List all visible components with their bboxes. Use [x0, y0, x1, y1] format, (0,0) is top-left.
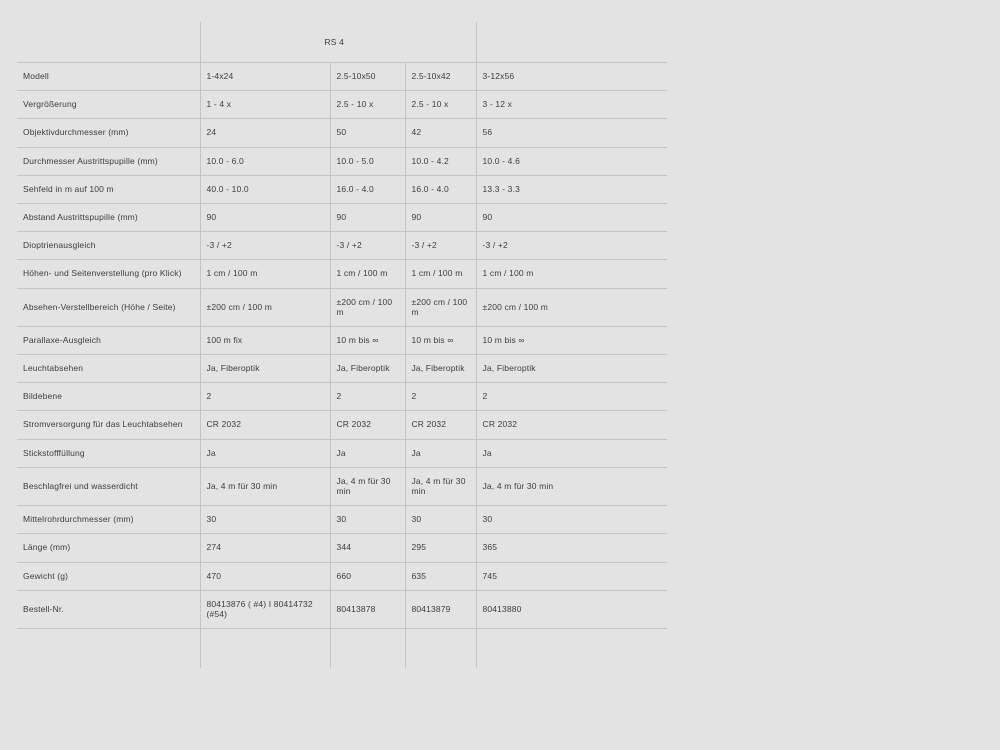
- row-value: 2.5 - 10 x: [405, 91, 476, 119]
- row-value: Ja, 4 m für 30 min: [405, 467, 476, 505]
- row-value: 2.5 - 10 x: [330, 91, 405, 119]
- row-value: 80413876 ( #4) I 80414732 (#54): [200, 590, 330, 628]
- row-value: 10 m bis ∞: [405, 326, 476, 354]
- table-row: [17, 383, 667, 411]
- row-label: Dioptrienausgleich: [17, 232, 200, 260]
- group-header-label: RS 4: [200, 22, 476, 63]
- table-row: [17, 260, 667, 288]
- row-value: 100 m fix: [200, 326, 330, 354]
- row-value: Ja, 4 m für 30 min: [200, 467, 330, 505]
- row-value: 10 m bis ∞: [330, 326, 405, 354]
- row-value: 3-12x56: [476, 63, 667, 91]
- footer-blank-cell: [476, 629, 667, 669]
- table-row: [17, 590, 667, 628]
- row-value: Ja, Fiberoptik: [200, 355, 330, 383]
- row-value: Ja: [476, 439, 667, 467]
- row-label: Absehen-Verstellbereich (Höhe / Seite): [17, 288, 200, 326]
- row-value: Ja, 4 m für 30 min: [330, 467, 405, 505]
- table-row: [17, 63, 667, 91]
- row-value: CR 2032: [200, 411, 330, 439]
- row-value: 365: [476, 534, 667, 562]
- row-label: Höhen- und Seitenverstellung (pro Klick): [17, 260, 200, 288]
- table-row: [17, 147, 667, 175]
- row-value: 295: [405, 534, 476, 562]
- row-value: 2: [200, 383, 330, 411]
- row-value: 2.5-10x42: [405, 63, 476, 91]
- table-row: [17, 91, 667, 119]
- row-label: Abstand Austrittspupille (mm): [17, 203, 200, 231]
- row-value: 16.0 - 4.0: [330, 175, 405, 203]
- footer-blank-cell: [200, 629, 330, 669]
- row-value: -3 / +2: [405, 232, 476, 260]
- row-value: ±200 cm / 100 m: [200, 288, 330, 326]
- row-value: ±200 cm / 100 m: [405, 288, 476, 326]
- table-footer-row: [17, 629, 667, 669]
- header-blank-cell-right: [476, 22, 667, 63]
- row-label: Sehfeld in m auf 100 m: [17, 175, 200, 203]
- row-label: Stickstofffüllung: [17, 439, 200, 467]
- footer-blank-cell: [405, 629, 476, 669]
- row-value: Ja, Fiberoptik: [330, 355, 405, 383]
- row-value: 40.0 - 10.0: [200, 175, 330, 203]
- row-label: Modell: [17, 63, 200, 91]
- row-value: 42: [405, 119, 476, 147]
- row-label: Gewicht (g): [17, 562, 200, 590]
- table-row: [17, 175, 667, 203]
- table-header-row: [17, 22, 667, 63]
- row-value: 80413880: [476, 590, 667, 628]
- row-value: 2: [330, 383, 405, 411]
- row-value: 635: [405, 562, 476, 590]
- row-label: Mittelrohrdurchmesser (mm): [17, 506, 200, 534]
- row-value: 90: [405, 203, 476, 231]
- row-value: 30: [476, 506, 667, 534]
- row-value: 30: [200, 506, 330, 534]
- row-value: Ja, 4 m für 30 min: [476, 467, 667, 505]
- row-value: 90: [200, 203, 330, 231]
- row-value: CR 2032: [405, 411, 476, 439]
- row-value: 745: [476, 562, 667, 590]
- row-value: 1 cm / 100 m: [330, 260, 405, 288]
- row-value: ±200 cm / 100 m: [476, 288, 667, 326]
- row-value: 90: [330, 203, 405, 231]
- row-label: Parallaxe-Ausgleich: [17, 326, 200, 354]
- row-value: 24: [200, 119, 330, 147]
- row-label: Durchmesser Austrittspupille (mm): [17, 147, 200, 175]
- row-value: 660: [330, 562, 405, 590]
- row-value: 30: [330, 506, 405, 534]
- row-value: 2.5-10x50: [330, 63, 405, 91]
- row-label: Länge (mm): [17, 534, 200, 562]
- row-value: 1-4x24: [200, 63, 330, 91]
- row-value: 10.0 - 4.6: [476, 147, 667, 175]
- row-value: CR 2032: [330, 411, 405, 439]
- row-value: -3 / +2: [200, 232, 330, 260]
- row-value: 10.0 - 5.0: [330, 147, 405, 175]
- row-label: Objektivdurchmesser (mm): [17, 119, 200, 147]
- row-value: 344: [330, 534, 405, 562]
- row-value: 80413879: [405, 590, 476, 628]
- table-row: [17, 534, 667, 562]
- row-value: 1 - 4 x: [200, 91, 330, 119]
- row-value: -3 / +2: [330, 232, 405, 260]
- row-label: Bestell-Nr.: [17, 590, 200, 628]
- footer-blank-cell: [17, 629, 200, 669]
- row-value: 10.0 - 6.0: [200, 147, 330, 175]
- header-blank-cell: [17, 22, 200, 63]
- row-value: 274: [200, 534, 330, 562]
- row-value: 3 - 12 x: [476, 91, 667, 119]
- table-row: [17, 355, 667, 383]
- row-value: 16.0 - 4.0: [405, 175, 476, 203]
- row-value: CR 2032: [476, 411, 667, 439]
- row-value: Ja, Fiberoptik: [405, 355, 476, 383]
- row-value: 90: [476, 203, 667, 231]
- specification-table: [17, 22, 667, 668]
- row-value: Ja: [200, 439, 330, 467]
- row-label: Bildebene: [17, 383, 200, 411]
- row-value: Ja, Fiberoptik: [476, 355, 667, 383]
- row-value: Ja: [405, 439, 476, 467]
- row-value: 470: [200, 562, 330, 590]
- row-value: 2: [476, 383, 667, 411]
- row-value: 1 cm / 100 m: [476, 260, 667, 288]
- table-row: [17, 203, 667, 231]
- row-value: 30: [405, 506, 476, 534]
- spec-sheet: [17, 22, 667, 668]
- row-value: 1 cm / 100 m: [200, 260, 330, 288]
- table-row: [17, 288, 667, 326]
- table-row: [17, 411, 667, 439]
- row-label: Beschlagfrei und wasserdicht: [17, 467, 200, 505]
- table-row: [17, 439, 667, 467]
- row-value: 80413878: [330, 590, 405, 628]
- row-label: Vergrößerung: [17, 91, 200, 119]
- table-row: [17, 232, 667, 260]
- table-row: [17, 562, 667, 590]
- table-row: [17, 506, 667, 534]
- row-value: 56: [476, 119, 667, 147]
- row-value: ±200 cm / 100 m: [330, 288, 405, 326]
- table-row: [17, 467, 667, 505]
- row-value: 1 cm / 100 m: [405, 260, 476, 288]
- row-value: 10.0 - 4.2: [405, 147, 476, 175]
- row-value: 2: [405, 383, 476, 411]
- row-value: -3 / +2: [476, 232, 667, 260]
- footer-blank-cell: [330, 629, 405, 669]
- row-value: 10 m bis ∞: [476, 326, 667, 354]
- row-value: 13.3 - 3.3: [476, 175, 667, 203]
- row-label: Stromversorgung für das Leuchtabsehen: [17, 411, 200, 439]
- table-row: [17, 119, 667, 147]
- row-value: 50: [330, 119, 405, 147]
- table-row: [17, 326, 667, 354]
- row-value: Ja: [330, 439, 405, 467]
- row-label: Leuchtabsehen: [17, 355, 200, 383]
